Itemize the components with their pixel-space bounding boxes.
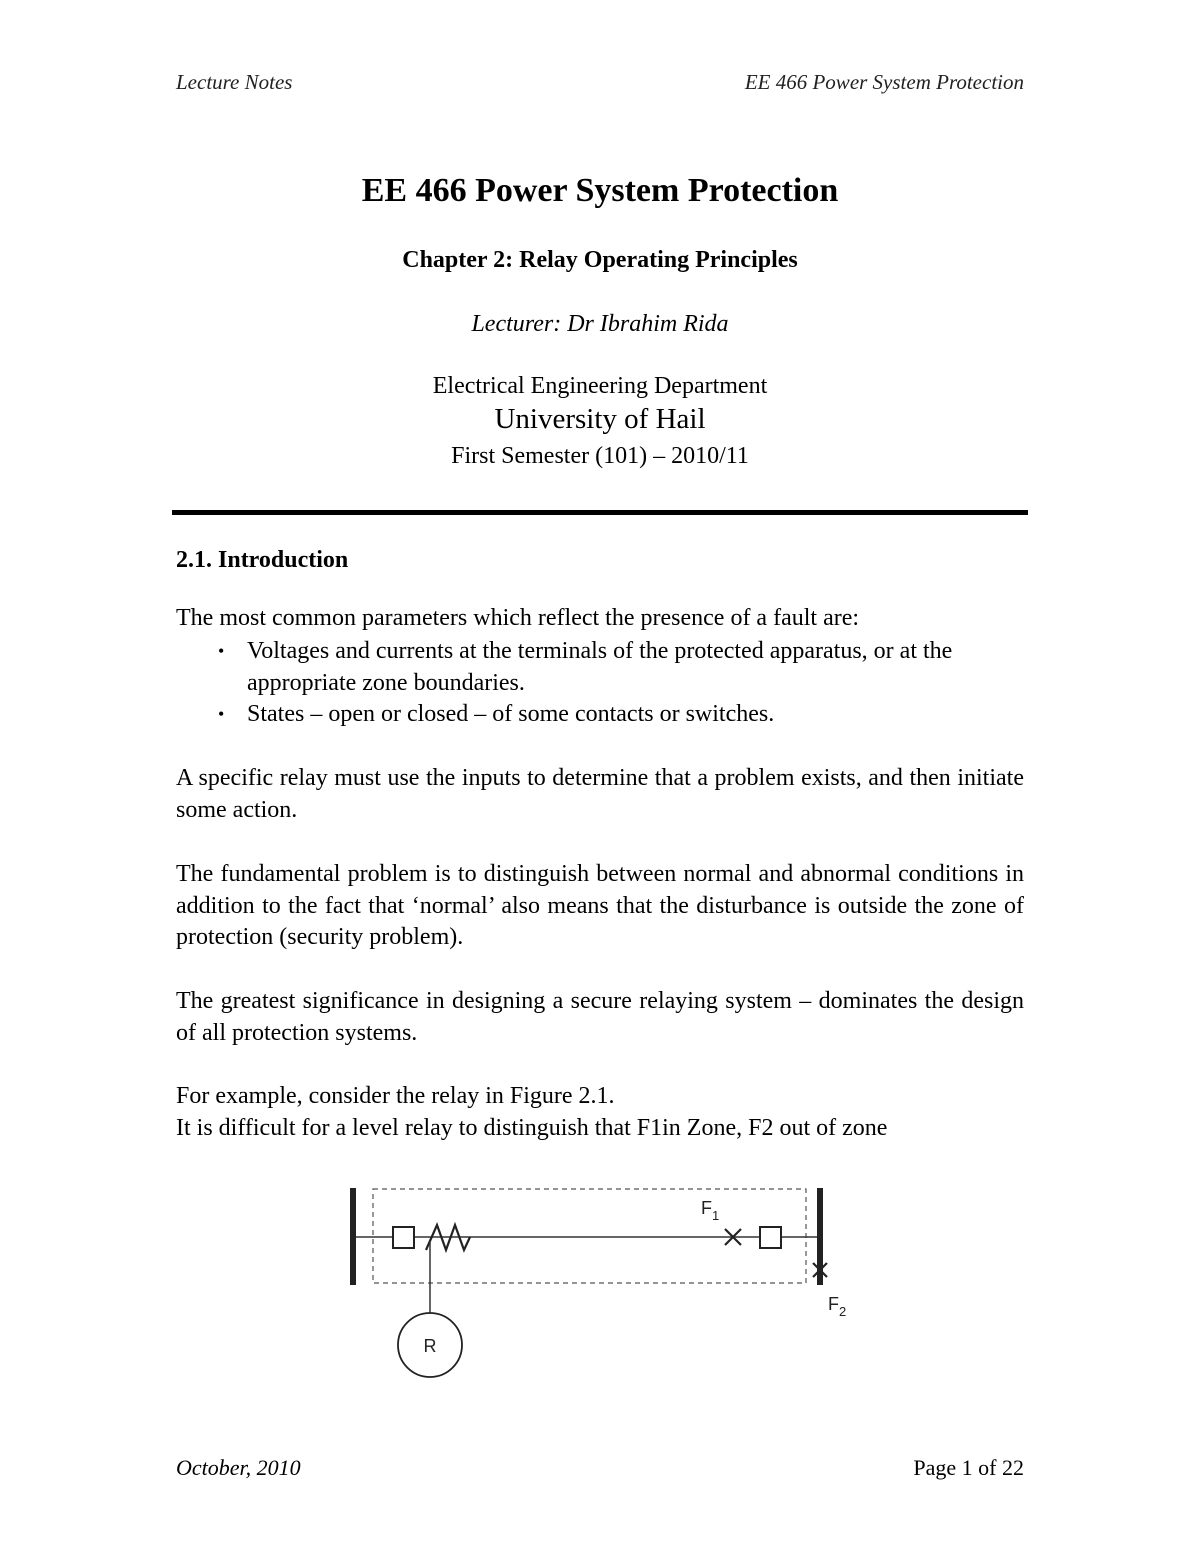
right-breaker <box>760 1227 781 1248</box>
protection-zone-boundary <box>373 1189 806 1283</box>
semester-line: First Semester (101) – 2010/11 <box>451 443 749 469</box>
bullet-item <box>176 636 1024 699</box>
section-heading: 2.1. Introduction <box>176 547 349 573</box>
relay-zone-figure <box>340 1180 870 1385</box>
chapter-title: Chapter 2: Relay Operating Principles <box>402 247 798 273</box>
fault-f1-letter: F <box>701 1198 712 1218</box>
fault-f2-label <box>828 1294 846 1319</box>
example-line-2: It is difficult for a level relay to distinguish that F1in Zone, F2 out of zone <box>176 1114 888 1141</box>
bullet-item <box>176 699 1024 731</box>
example-line-1: For example, consider the relay in Figure 2.1. <box>176 1083 615 1109</box>
bullet-text: States – open or closed – of some contacts or switches. <box>247 701 775 727</box>
fault-f1-subscript: 1 <box>712 1208 720 1223</box>
document-title: EE 466 Power System Protection <box>361 172 839 209</box>
bullet-icon: • <box>218 641 225 661</box>
bullet-icon: • <box>218 704 225 724</box>
university-line: University of Hail <box>494 403 706 435</box>
header-left: Lecture Notes <box>176 70 293 94</box>
lecturer-line: Lecturer: Dr Ibrahim Rida <box>471 311 729 337</box>
intro-paragraph: The most common parameters which reflect the presence of a fault are: <box>176 605 860 631</box>
paragraph-example <box>176 1081 1024 1144</box>
bullet-list <box>176 636 1024 731</box>
footer-date: October, 2010 <box>176 1455 301 1480</box>
fault-f1-label <box>701 1198 719 1223</box>
bullet-text: Voltages and currents at the terminals of the protected apparatus, or at the appropriate zone boundaries. <box>247 638 953 696</box>
fault-f2-letter: F <box>828 1294 839 1314</box>
paragraph-relay-inputs: A specific relay must use the inputs to determine that a problem exists, and then initiate some action. <box>176 765 1024 823</box>
paragraph-significance: The greatest significance in designing a secure relaying system – dominates the design of all protection systems. <box>176 988 1024 1046</box>
left-busbar <box>350 1188 356 1285</box>
left-breaker <box>393 1227 414 1248</box>
footer-page-number: Page 1 of 22 <box>913 1455 1024 1480</box>
header-right: EE 466 Power System Protection <box>744 70 1024 94</box>
title-divider <box>172 510 1028 515</box>
fault-f2-subscript: 2 <box>839 1304 847 1319</box>
relay-label: R <box>423 1336 437 1356</box>
paragraph-fundamental-problem: The fundamental problem is to distinguish between normal and abnormal conditions in addition to the fact that ‘normal’ also means that the disturbance is outside the zone of protection (security problem). <box>176 861 1024 950</box>
department-line: Electrical Engineering Department <box>432 373 768 399</box>
